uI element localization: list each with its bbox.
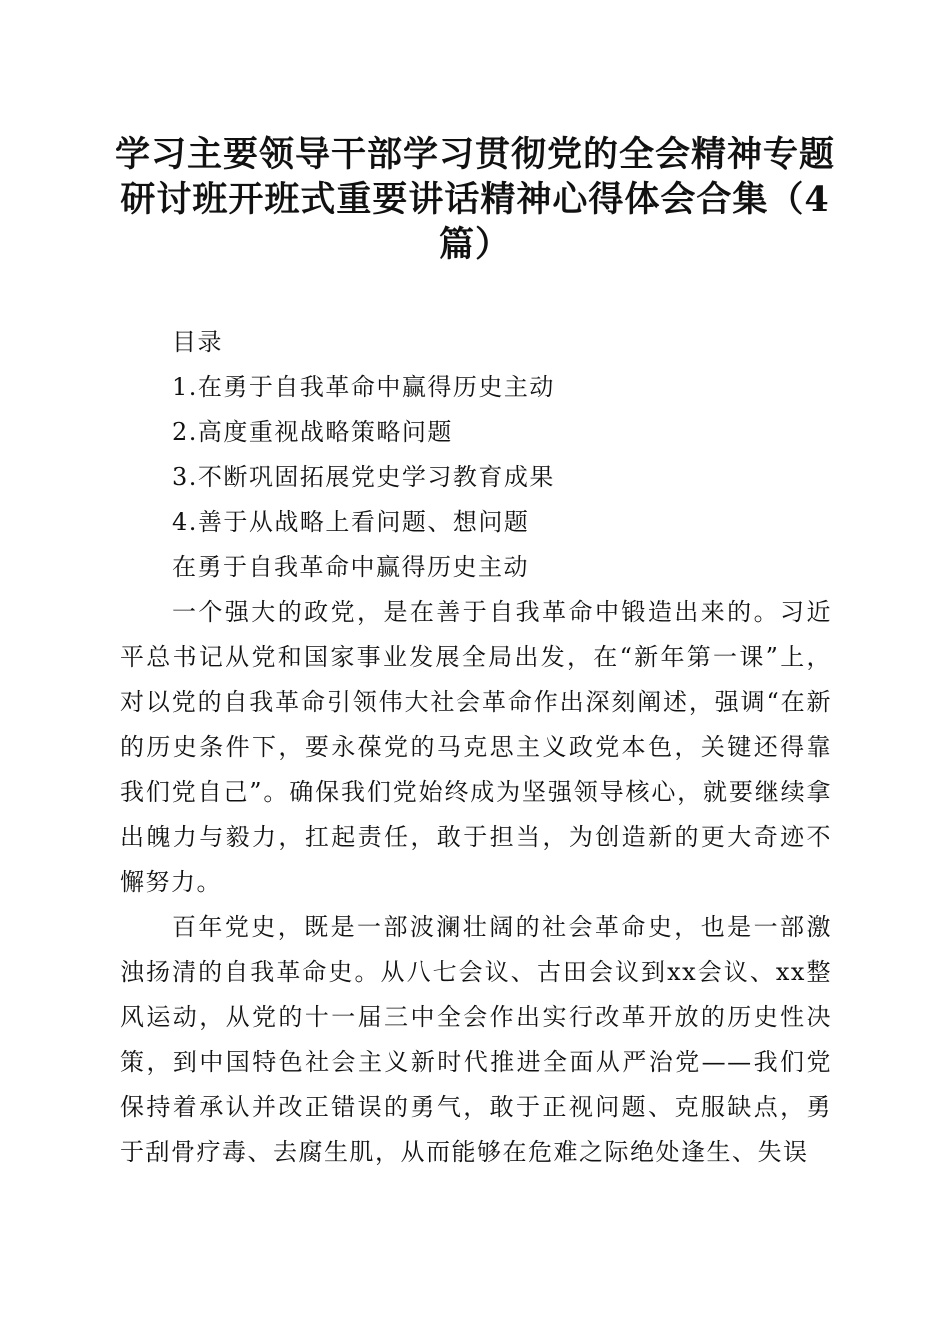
toc-item-4: 4.善于从战略上看问题、想问题 (172, 508, 530, 536)
body-paragraph: 百年党史，既是一部波澜壮阔的社会革命史，也是一部激浊扬清的自我革命史。从八七会议、古田会议到xx会议、xx整风运动，从党的十一届三中全会作出实行改革开放的历史性决策，到中国特色社会主义新时代推进全面从严治党——我们党保持着承认并改正错误的勇气，敢于正视问题、克服缺点，勇于刮骨疗毒、去腐生肌，从而能够在危难之际绝处逢生、失误 (120, 913, 832, 1166)
toc-item-1: 1.在勇于自我革命中赢得历史主动 (172, 373, 555, 401)
toc-heading: 目录 (172, 328, 223, 356)
toc-item-3: 3.不断巩固拓展党史学习教育成果 (172, 463, 555, 491)
section-heading: 在勇于自我革命中赢得历史主动 (172, 553, 529, 581)
toc-item-2: 2.高度重视战略策略问题 (172, 418, 453, 446)
document-body (120, 320, 832, 1175)
document-title: 学习主要领导干部学习贯彻党的全会精神专题研讨班开班式重要讲话精神心得体会合集（4篇） (114, 134, 835, 265)
body-paragraph: 一个强大的政党，是在善于自我革命中锻造出来的。习近平总书记从党和国家事业发展全局出发，在“新年第一课”上，对以党的自我革命引领伟大社会革命作出深刻阐述，强调“在新的历史条件下，要永葆党的马克思主义政党本色，关键还得靠我们党自己”。确保我们党始终成为坚强领导核心，就要继续拿出魄力与毅力，扛起责任，敢于担当，为创造新的更大奇迹不懈努力。 (120, 598, 832, 896)
